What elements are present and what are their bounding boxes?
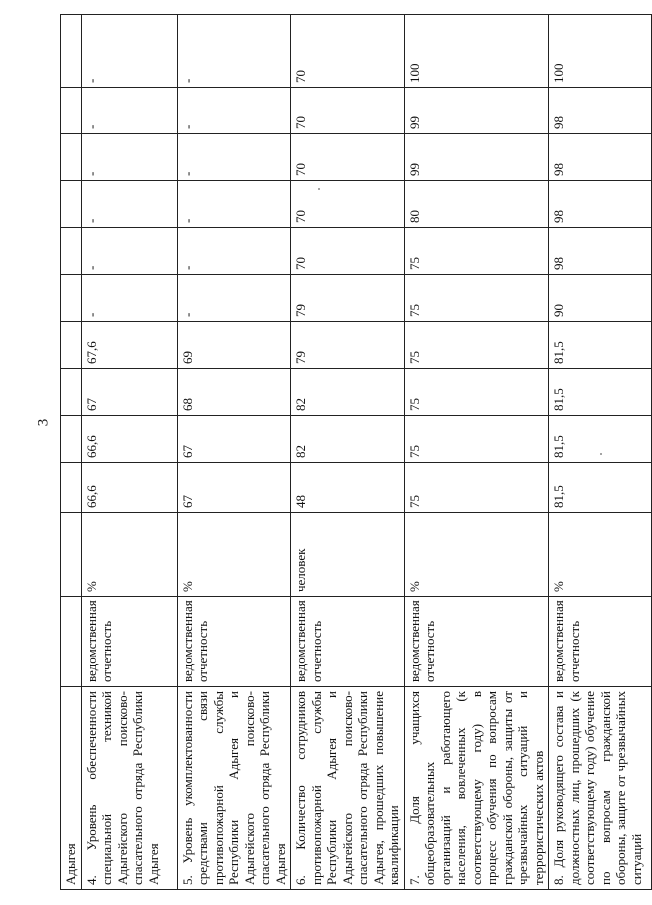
value-cell: 99 <box>404 88 549 134</box>
value-cell: - <box>177 134 291 181</box>
indicator-name-cell: 7. Доля учащихся общеобразовательных организаций и работающего населения, вовлеченных (к соответствующему году) в процесс обучения по вопросам гражданской обороны, защиты от чрезвычайных ситуаций и террористических актов <box>404 687 549 890</box>
empty-cell <box>61 181 82 228</box>
value-cell: - <box>177 88 291 134</box>
value-cell: - <box>81 134 177 181</box>
indicator-name-cell: 8. Доля руководящего состава и должностных лиц, прошедших (к соответствующему году) обучение по вопросам гражданской обороны, защите от чрезвычайных ситуаций <box>549 687 652 890</box>
value-cell: 82 <box>291 369 405 416</box>
rotated-table-page <box>60 15 644 890</box>
empty-cell <box>61 15 82 88</box>
value-cell: 75 <box>404 275 549 322</box>
value-cell: 70 <box>291 15 405 88</box>
unit-cell: % <box>549 513 652 597</box>
value-cell: 69 <box>177 322 291 369</box>
page-number: 3 <box>35 418 52 427</box>
table-row <box>404 15 549 890</box>
unit-cell: человек <box>291 513 405 597</box>
table-row <box>177 15 291 890</box>
table-row <box>81 15 177 890</box>
indicator-name-cell: 6. Количество сотрудников противопожарной службы Республики Адыгея и Адыгейского поисково-спасательного отряда Республики Адыгея, прошедших повышение квалификации <box>291 687 405 890</box>
value-cell: 81,5 <box>549 322 652 369</box>
value-cell: 67 <box>177 416 291 463</box>
value-cell: 75 <box>404 369 549 416</box>
source-cell: ведомственная отчетность <box>177 597 291 687</box>
unit-cell: % <box>81 513 177 597</box>
empty-cell <box>61 416 82 463</box>
source-cell: ведомственная отчетность <box>549 597 652 687</box>
empty-cell <box>61 88 82 134</box>
value-cell: 90 <box>549 275 652 322</box>
empty-cell <box>61 228 82 275</box>
table-body <box>61 15 652 890</box>
value-cell: 70 <box>291 88 405 134</box>
value-cell: 70 <box>291 228 405 275</box>
value-cell: 67,6 <box>81 322 177 369</box>
empty-cell <box>61 463 82 513</box>
value-cell: 70 <box>291 134 405 181</box>
value-cell: - <box>81 15 177 88</box>
scan-speck <box>318 188 320 190</box>
value-cell: 81,5 <box>549 416 652 463</box>
value-cell: 98 <box>549 228 652 275</box>
value-cell: 67 <box>177 463 291 513</box>
value-cell: 67 <box>81 369 177 416</box>
value-cell: 75 <box>404 228 549 275</box>
value-cell: 79 <box>291 322 405 369</box>
value-cell: 99 <box>404 134 549 181</box>
source-cell: ведомственная отчетность <box>291 597 405 687</box>
scan-speck <box>600 453 602 455</box>
value-cell: 98 <box>549 134 652 181</box>
value-cell: 100 <box>404 15 549 88</box>
table-row <box>291 15 405 890</box>
empty-cell <box>61 513 82 597</box>
value-cell: - <box>177 15 291 88</box>
value-cell: 98 <box>549 181 652 228</box>
empty-cell <box>61 134 82 181</box>
table-row-region <box>61 15 82 890</box>
value-cell: 75 <box>404 416 549 463</box>
table-row <box>549 15 652 890</box>
value-cell: 100 <box>549 15 652 88</box>
empty-cell <box>61 322 82 369</box>
value-cell: 68 <box>177 369 291 416</box>
value-cell: - <box>81 181 177 228</box>
value-cell: - <box>177 228 291 275</box>
value-cell: - <box>81 275 177 322</box>
value-cell: - <box>81 88 177 134</box>
region-label-cell: Адыгея <box>61 687 82 890</box>
empty-cell <box>61 597 82 687</box>
value-cell: - <box>177 275 291 322</box>
indicator-name-cell: 5. Уровень укомплектованности средствами связи противопожарной службы Республики Адыгея и Адыгейского поисково-спасательного отряда Республики Адыгея <box>177 687 291 890</box>
source-cell: ведомственная отчетность <box>81 597 177 687</box>
value-cell: 70 <box>291 181 405 228</box>
empty-cell <box>61 369 82 416</box>
value-cell: 82 <box>291 416 405 463</box>
unit-cell: % <box>177 513 291 597</box>
value-cell: 80 <box>404 181 549 228</box>
value-cell: 75 <box>404 463 549 513</box>
value-cell: 75 <box>404 322 549 369</box>
value-cell: - <box>177 181 291 228</box>
indicators-table <box>60 14 652 890</box>
unit-cell: % <box>404 513 549 597</box>
source-cell: ведомственная отчетность <box>404 597 549 687</box>
empty-cell <box>61 275 82 322</box>
value-cell: - <box>81 228 177 275</box>
value-cell: 98 <box>549 88 652 134</box>
value-cell: 48 <box>291 463 405 513</box>
value-cell: 66,6 <box>81 416 177 463</box>
indicator-name-cell: 4. Уровень обеспеченности специальной техникой Адыгейского поисково-спасательного отряда Республики Адыгея <box>81 687 177 890</box>
value-cell: 81,5 <box>549 463 652 513</box>
value-cell: 81,5 <box>549 369 652 416</box>
value-cell: 66,6 <box>81 463 177 513</box>
value-cell: 79 <box>291 275 405 322</box>
